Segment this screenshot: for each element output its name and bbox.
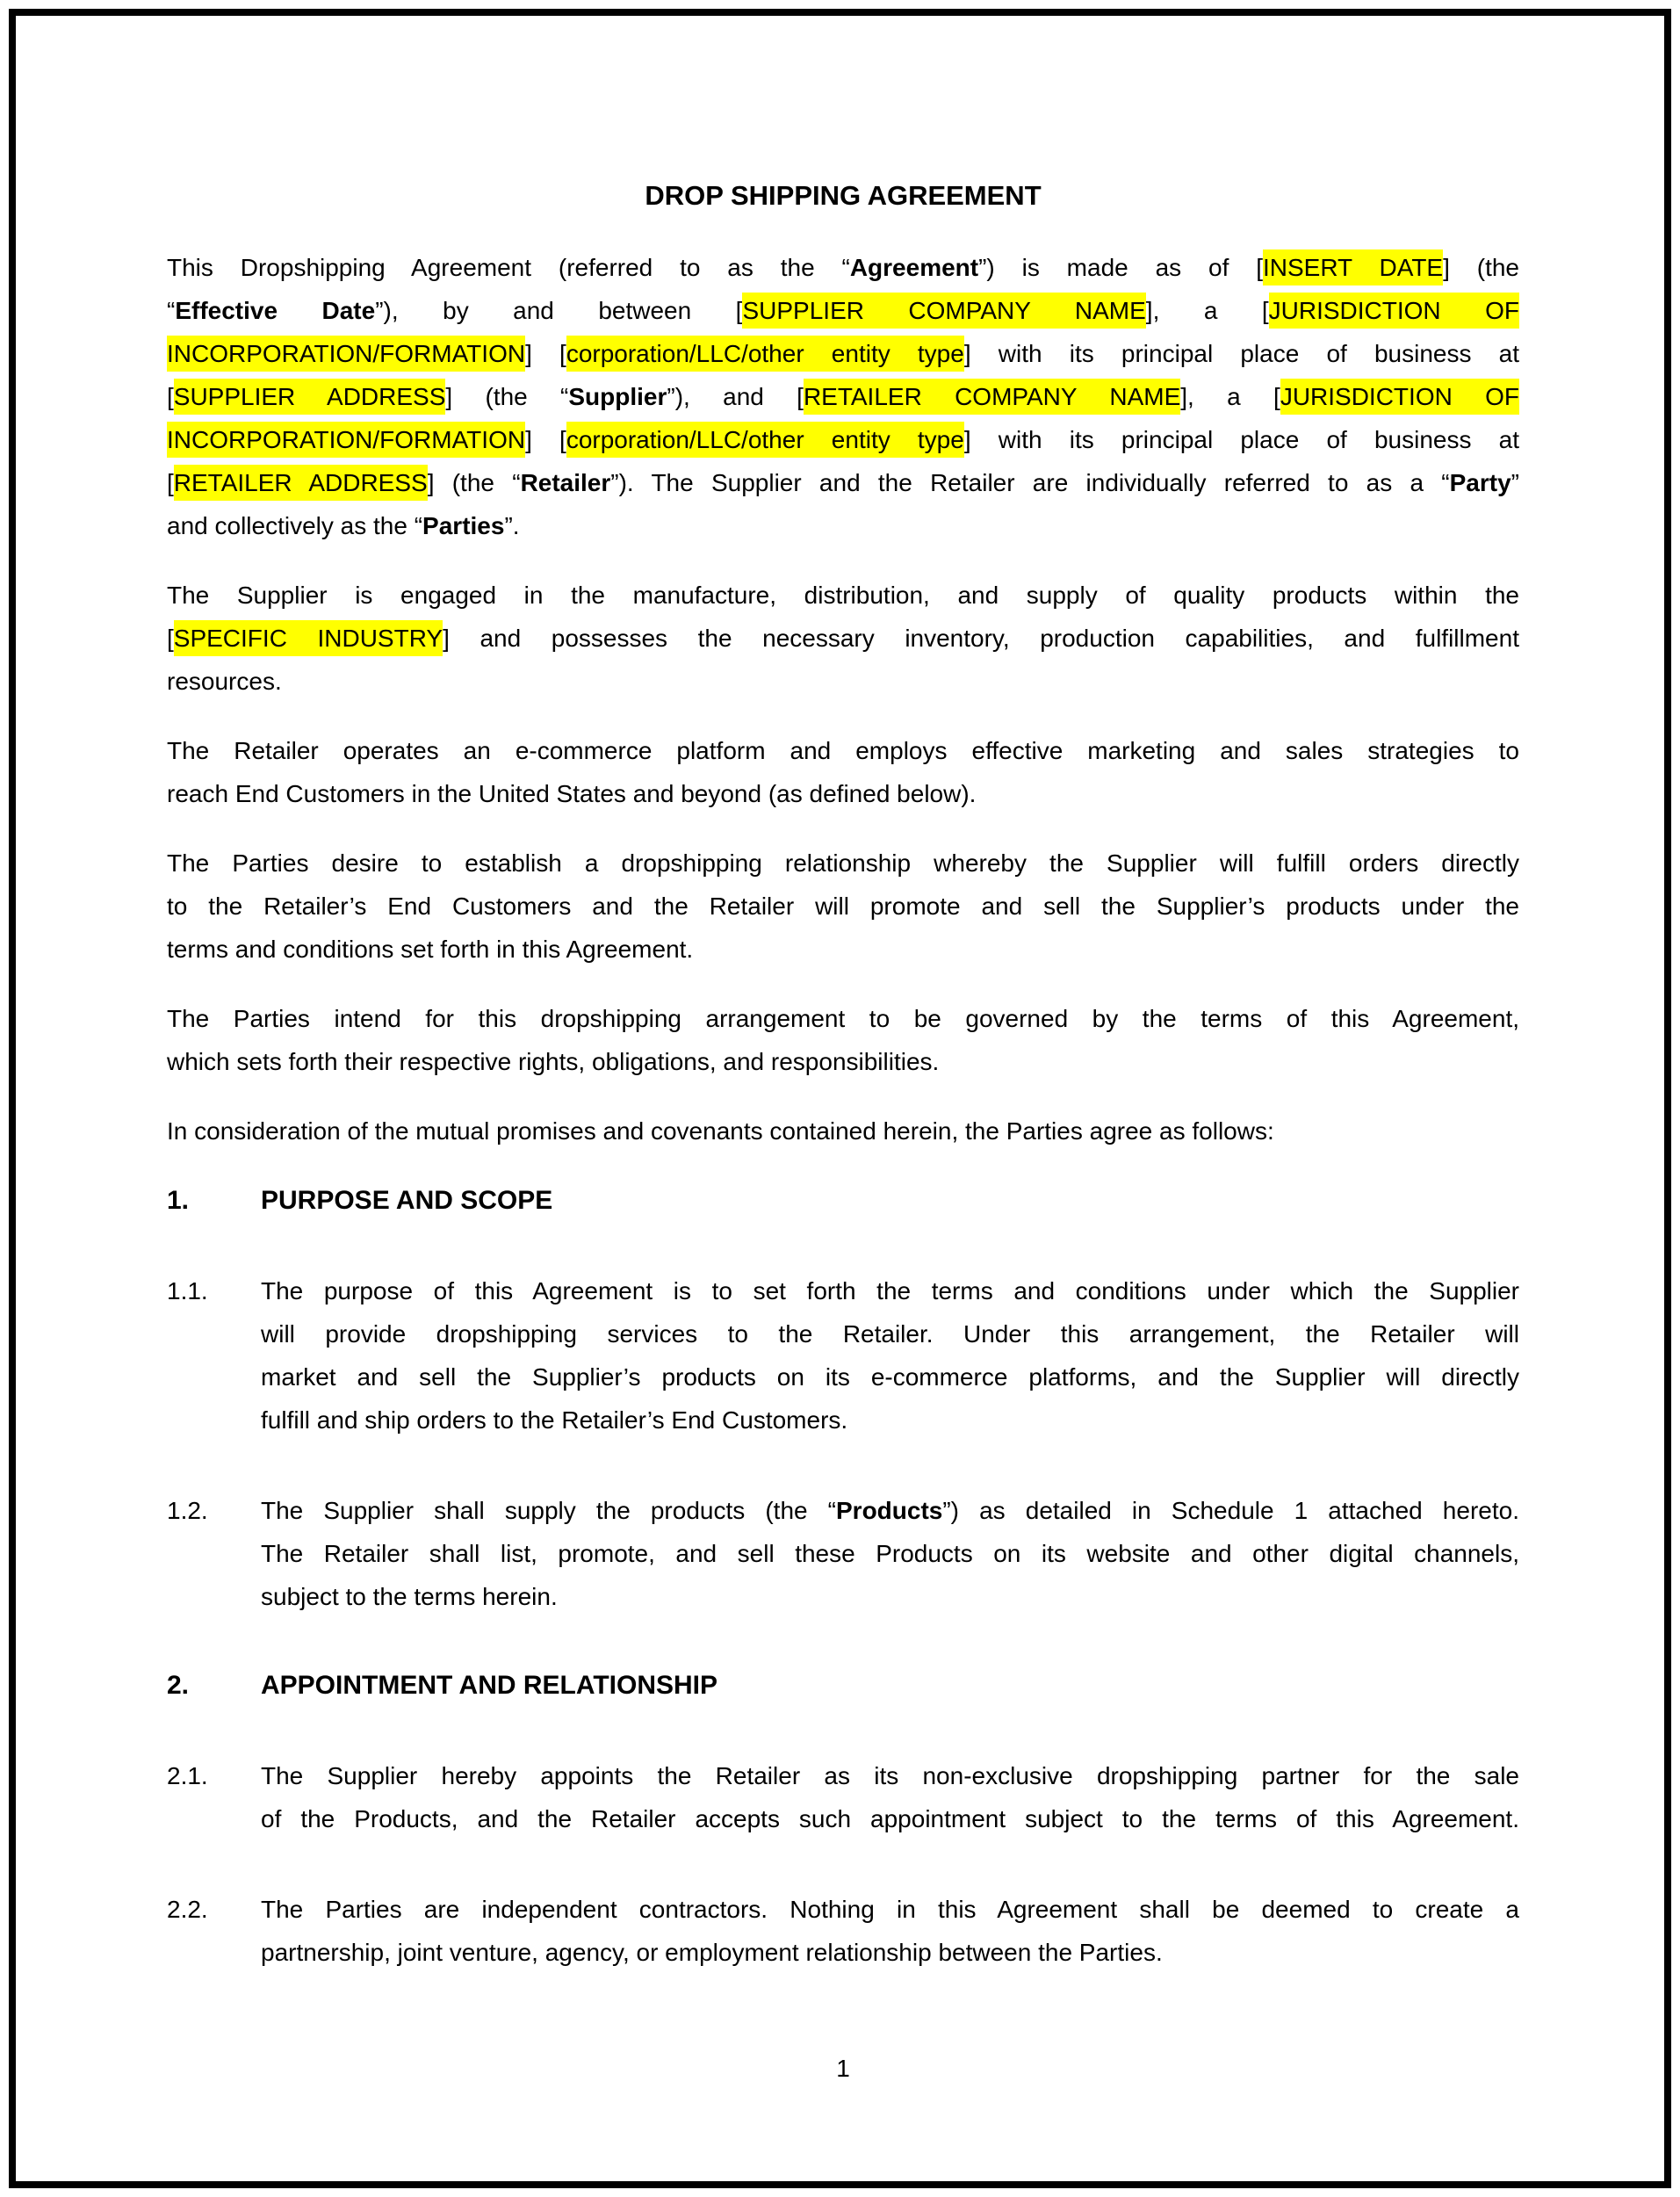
item-number: 2.1. xyxy=(167,1762,208,1789)
text-segment: ] with its principal place of business at xyxy=(963,426,1520,453)
defined-term: Products xyxy=(836,1497,943,1524)
text-segment: The Supplier is engaged in the manufacture, distribution, and supply of quality products within the xyxy=(167,582,1519,609)
text-segment: The Retailer operates an e-commerce platform and employs effective marketing and sales strategies to xyxy=(167,737,1519,764)
defined-term: Agreement xyxy=(849,254,979,281)
document-content xyxy=(167,174,1519,1974)
text-segment: ] and possesses the necessary inventory, production capabilities, and fulfillment xyxy=(443,625,1519,652)
text-segment: ] with its principal place of business at xyxy=(963,340,1520,367)
text-line xyxy=(167,461,1519,504)
text-line xyxy=(167,997,1519,1040)
text-segment: ] [ xyxy=(525,426,566,453)
page-number: 1 xyxy=(836,2055,850,2082)
section-heading xyxy=(167,1664,1519,1707)
text-segment: [ xyxy=(167,469,174,496)
highlighted-placeholder: SUPPLIER ADDRESS xyxy=(174,379,446,415)
highlighted-placeholder: INSERT DATE xyxy=(1263,249,1443,285)
highlighted-placeholder: RETAILER ADDRESS xyxy=(174,465,428,501)
text-segment: The Parties desire to establish a dropshipping relationship whereby the Supplier will fulfill orders directly xyxy=(167,849,1519,877)
highlighted-placeholder: INCORPORATION/FORMATION xyxy=(167,422,525,458)
paragraph xyxy=(167,842,1519,971)
highlighted-placeholder: JURISDICTION OF xyxy=(1280,379,1519,415)
text-line xyxy=(261,1575,1519,1618)
text-segment: to the Retailer’s End Customers and the Retailer will promote and sell the Supplier’s products under the xyxy=(167,893,1519,920)
text-line xyxy=(167,1109,1519,1153)
text-segment: partnership, joint venture, agency, or employment relationship between the Parties. xyxy=(261,1939,1163,1966)
text-segment: ” xyxy=(1511,469,1519,496)
text-line xyxy=(167,660,1519,703)
text-segment: of the Products, and the Retailer accepts such appointment subject to the terms of this Agreement. xyxy=(261,1805,1519,1832)
text-segment: The purpose of this Agreement is to set forth the terms and conditions under which the Supplier xyxy=(261,1277,1519,1304)
text-segment: terms and conditions set forth in this Agreement. xyxy=(167,936,694,963)
text-segment: ] [ xyxy=(525,340,566,367)
text-segment: ] (the “ xyxy=(445,383,569,410)
text-segment: which sets forth their respective rights, obligations, and responsibilities. xyxy=(167,1048,940,1075)
item-number: 1.1. xyxy=(167,1277,208,1304)
text-line xyxy=(261,1269,1519,1312)
highlighted-placeholder: corporation/LLC/other entity type xyxy=(566,422,964,458)
text-line xyxy=(261,1355,1519,1398)
text-segment: ”) as detailed in Schedule 1 attached hereto. xyxy=(942,1497,1519,1524)
text-segment: The Supplier shall supply the products (the “ xyxy=(261,1497,836,1524)
text-segment: ”) is made as of [ xyxy=(978,254,1263,281)
text-segment: ”), and [ xyxy=(667,383,804,410)
text-line xyxy=(261,1797,1519,1840)
numbered-item xyxy=(167,1489,1519,1618)
document-title: DROP SHIPPING AGREEMENT xyxy=(645,180,1042,211)
defined-term: Supplier xyxy=(568,383,667,410)
defined-term: Parties xyxy=(422,512,505,539)
item-body xyxy=(261,1269,1519,1442)
text-segment: ”), by and between [ xyxy=(375,297,743,324)
highlighted-placeholder: INCORPORATION/FORMATION xyxy=(167,336,525,372)
text-segment: will provide dropshipping services to the Retailer. Under this arrangement, the Retailer will xyxy=(261,1320,1519,1348)
text-line xyxy=(167,885,1519,928)
section-heading xyxy=(167,1179,1519,1222)
defined-term: Retailer xyxy=(520,469,611,496)
paragraph xyxy=(167,997,1519,1083)
text-segment: market and sell the Supplier’s products on its e-commerce platforms, and the Supplier will directly xyxy=(261,1363,1519,1391)
paragraph xyxy=(167,1109,1519,1153)
text-segment: reach End Customers in the United States and beyond (as defined below). xyxy=(167,780,977,807)
text-line xyxy=(167,729,1519,772)
section-heading-text: PURPOSE AND SCOPE xyxy=(261,1186,553,1215)
text-segment: fulfill and ship orders to the Retailer’s End Customers. xyxy=(261,1406,848,1434)
text-segment: The Parties intend for this dropshipping arrangement to be governed by the terms of this Agreement, xyxy=(167,1005,1519,1032)
highlighted-placeholder: JURISDICTION OF xyxy=(1269,293,1519,329)
text-line xyxy=(261,1532,1519,1575)
numbered-item xyxy=(167,1888,1519,1974)
text-line xyxy=(167,928,1519,971)
text-segment: [ xyxy=(167,383,174,410)
text-segment: ] (the “ xyxy=(427,469,521,496)
text-line xyxy=(261,1888,1519,1931)
defined-term: Effective Date xyxy=(175,297,376,324)
text-segment: subject to the terms herein. xyxy=(261,1583,558,1610)
text-line xyxy=(261,1312,1519,1355)
highlighted-placeholder: SPECIFIC INDUSTRY xyxy=(174,620,443,656)
highlighted-placeholder: RETAILER COMPANY NAME xyxy=(804,379,1180,415)
text-line xyxy=(167,574,1519,617)
text-line xyxy=(167,772,1519,815)
item-number: 2.2. xyxy=(167,1896,208,1923)
text-line xyxy=(261,1489,1519,1532)
text-segment: The Retailer shall list, promote, and sell these Products on its website and other digital channels, xyxy=(261,1540,1519,1567)
item-body xyxy=(261,1754,1519,1840)
item-body xyxy=(261,1888,1519,1974)
text-line xyxy=(261,1754,1519,1797)
highlighted-placeholder: SUPPLIER COMPANY NAME xyxy=(742,293,1145,329)
text-line xyxy=(167,617,1519,660)
paragraph xyxy=(167,729,1519,815)
text-line xyxy=(167,842,1519,885)
text-segment: and collectively as the “ xyxy=(167,512,423,539)
text-line xyxy=(167,504,1519,547)
text-line xyxy=(167,1040,1519,1083)
text-segment: In consideration of the mutual promises and covenants contained herein, the Parties agree as follows: xyxy=(167,1117,1274,1145)
section-number: 2. xyxy=(167,1671,190,1700)
text-segment: “ xyxy=(167,297,176,324)
item-number: 1.2. xyxy=(167,1497,208,1524)
text-segment: ] (the xyxy=(1443,254,1519,281)
text-line xyxy=(261,1398,1519,1442)
defined-term: Party xyxy=(1449,469,1511,496)
text-segment: The Parties are independent contractors. Nothing in this Agreement shall be deemed to create a xyxy=(261,1896,1519,1923)
text-segment: [ xyxy=(167,625,174,652)
text-line xyxy=(167,246,1519,289)
text-segment: ], a [ xyxy=(1145,297,1269,324)
text-segment: ”. xyxy=(504,512,520,539)
text-line xyxy=(167,375,1519,418)
text-segment: resources. xyxy=(167,668,282,695)
paragraph xyxy=(167,246,1519,547)
text-line xyxy=(167,332,1519,375)
paragraph xyxy=(167,574,1519,703)
text-line xyxy=(167,418,1519,461)
section-heading-text: APPOINTMENT AND RELATIONSHIP xyxy=(261,1671,718,1700)
text-line xyxy=(167,289,1519,332)
text-segment: The Supplier hereby appoints the Retailer as its non-exclusive dropshipping partner for the sale xyxy=(261,1762,1519,1789)
text-segment: This Dropshipping Agreement (referred to as the “ xyxy=(167,254,850,281)
numbered-item xyxy=(167,1754,1519,1840)
section-number: 1. xyxy=(167,1186,190,1215)
text-line xyxy=(261,1931,1519,1974)
numbered-item xyxy=(167,1269,1519,1442)
document-body xyxy=(167,246,1519,1974)
text-segment: ”). The Supplier and the Retailer are individually referred to as a “ xyxy=(610,469,1450,496)
text-segment: ], a [ xyxy=(1180,383,1280,410)
highlighted-placeholder: corporation/LLC/other entity type xyxy=(566,336,964,372)
item-body xyxy=(261,1489,1519,1618)
